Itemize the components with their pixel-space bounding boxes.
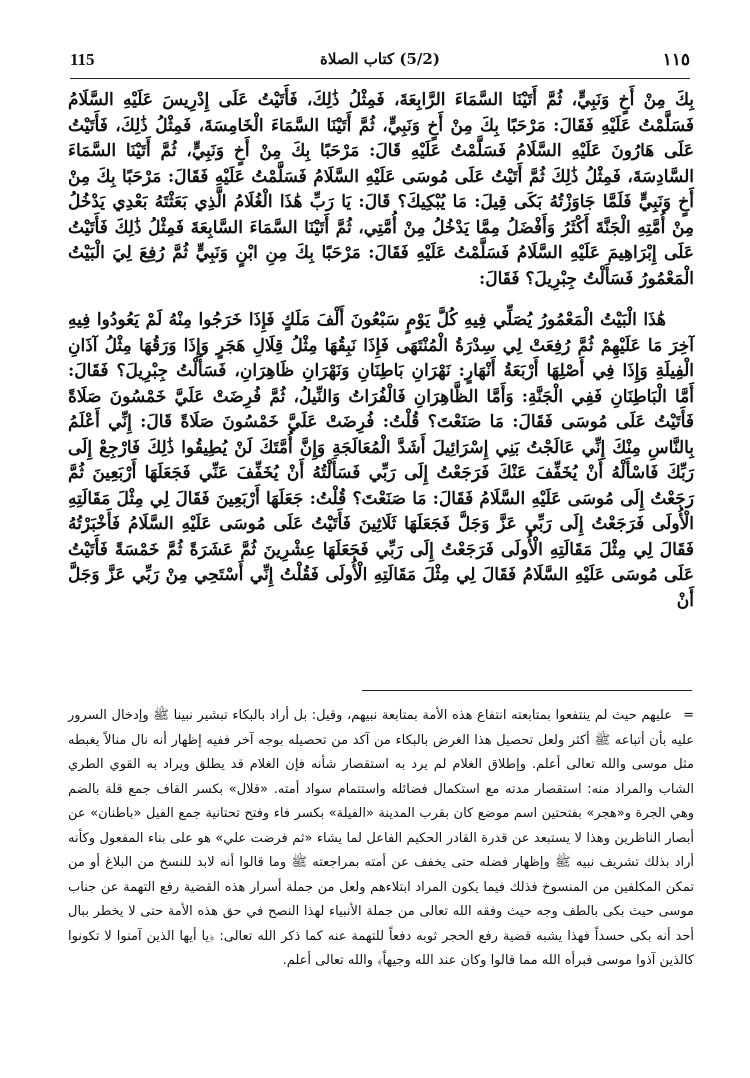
page-number-latin: 115	[70, 50, 95, 69]
hadith-text	[68, 88, 694, 614]
footnote-paragraph	[68, 704, 694, 974]
page-header	[70, 44, 690, 74]
page-number-arabic: ١١٥	[662, 50, 690, 70]
footnote-divider	[362, 690, 692, 691]
footnote-text: عليهم حيث لم ينتفعوا بمتابعته انتفاع هذه الأمة بمتابعة نبيهم، وقيل: بل أراد بالبكاء تبشير نبينا ﷺ وإدخال السرور عليه بأن أتباعه ﷺ أكثر ولعل تحصيل هذا الغرض بالبكاء من آكد من تحصيله بوجه آخر ففيه إظهار أنه نال منالاً يغبطه مثل موسى والله تعالى أعلم. وإطلاق الغلام لم يرد به استقصار شأنه فإن الغلام قد يطلق ويراد به القوي الطري الشاب والمراد منه: استقصار مدته مع استكمال فضائله واستتمام سواد أمته. «قلال» بكسر القاف جمع قلة بالضم وهي الجرة و«هجر» بفتحتين اسم موضع كان بقرب المدينة «الفيلة» بكسر فاء وفتح تحتانية جمع الفيل «باطنان» عن أبصار الناظرين وهذا لا يستبعد عن قدرة القادر الحكيم الفاعل لما يشاء «ثم فرضت علي» هو على بناء المفعول وكأنه أراد بذلك تشريف نبيه ﷺ وإظهار فضله حتى يخفف عن أمته بمراجعته ﷺ وما قالوا أنه لابد للنسخ من البلاغ أو من تمكن المكلفين من المنسوخ فذلك فيما يكون المراد ابتلاءهم ولعل من جملة أسرار هذه القضية رفع التهمة عن جناب موسى حيث بكى بالطف وجه حيث وفقه الله تعالى من جملة الأنبياء لهذا النصح في حق هذه الأمة حتى لا يخطر ببال أحد أنه بكى حسداً فهذا يشبه قضية رفع الحجر ثوبه دفعاً للتهمة عنه كما ذكر الله تعالى: ﴿يا أيها الذين آمنوا لا تكونوا كالذين آذوا موسى فبرأه الله مما قالوا وكان عند الله وجيهاً﴾ والله تعالى أعلم.	[68, 708, 694, 968]
footnote	[68, 704, 694, 974]
header-divider	[70, 78, 690, 79]
footnote-marker: =	[683, 708, 694, 723]
paragraph-2: هَٰذَا الْبَيْتُ الْمَعْمُورُ يُصَلِّي فِيهِ كُلَّ يَوْمٍ سَبْعُونَ أَلْفَ مَلَكٍ فَإِذَا خَرَجُوا مِنْهُ لَمْ يَعُودُوا فِيهِ آخِرَ مَا عَلَيْهِمْ ثُمَّ رُفِعَتْ لِي سِدْرَةُ الْمُنْتَهَى فَإِذَا نَبِقُهَا مِثْلُ قِلَالِ هَجَرٍ وَإِذَا وَرَقُهَا مِثْلُ آذَانِ الْفِيلَةِ وَإِذَا فِي أَصْلِهَا أَرْبَعَةُ أَنْهَارٍ: نَهْرَانِ بَاطِنَانِ وَنَهْرَانِ ظَاهِرَانِ، فَسَأَلْتُ جِبْرِيلَ؟ فَقَالَ: أَمَّا الْبَاطِنَانِ فَفِي الْجَنَّةِ: وَأَمَّا الظَّاهِرَانِ فَالْفُرَاتُ وَالنِّيلُ، ثُمَّ فُرِضَتْ عَلَيَّ خَمْسُونَ صَلَاةً فَأَتَيْتُ عَلَى مُوسَى فَقَالَ: مَا صَنَعْتَ؟ قُلْتُ: فُرِضَتْ عَلَيَّ خَمْسُونَ صَلَاةً قَالَ: إِنِّي أَعْلَمُ بِالنَّاسِ مِنْكَ إِنِّي عَالَجْتُ بَنِي إِسْرَائِيلَ أَشَدَّ الْمُعَالَجَةِ وَإِنَّ أُمَّتَكَ لَنْ يُطِيقُوا ذَٰلِكَ فَارْجِعْ إِلَى رَبِّكَ فَاسْأَلْهُ أَنْ يُخَفِّفَ عَنْكَ فَرَجَعْتُ إِلَى رَبِّي فَسَأَلْتُهُ أَنْ يُخَفِّفَ عَنِّي فَجَعَلَهَا أَرْبَعِينَ ثُمَّ رَجَعْتُ إِلَى مُوسَى عَلَيْهِ السَّلَامُ فَقَالَ: مَا صَنَعْتَ؟ قُلْتُ: جَعَلَهَا أَرْبَعِينَ فَقَالَ لِي مِثْلَ مَقَالَتِهِ الْأُولَى فَرَجَعْتُ إِلَى رَبِّي عَزَّ وَجَلَّ فَجَعَلَهَا ثَلَاثِينَ فَأَتَيْتُ عَلَى مُوسَى عَلَيْهِ السَّلَامُ فَأَخْبَرْتُهُ فَقَالَ لِي مِثْلَ مَقَالَتِهِ الْأُولَى فَرَجَعْتُ إِلَى رَبِّي فَجَعَلَهَا عِشْرِينَ ثُمَّ عَشَرَةً ثُمَّ خَمْسَةً فَأَتَيْتُ عَلَى مُوسَى عَلَيْهِ السَّلَامُ فَقَالَ لِي مِثْلَ مَقَالَتِهِ الْأُولَى فَقُلْتُ إِنِّي أَسْتَحِي مِنْ رَبِّي عَزَّ وَجَلَّ أَنْ	[68, 310, 694, 611]
paragraph-1: بِكَ مِنْ أَخٍ وَنَبِيٍّ، ثُمَّ أَتَيْنَا السَّمَاءَ الرَّابِعَةَ، فَمِثْلُ ذَٰلِكَ، فَأَتَيْتُ عَلَى إِدْرِيسَ عَلَيْهِ السَّلَامُ فَسَلَّمْتُ عَلَيْهِ فَقَالَ: مَرْحَبًا بِكَ مِنْ أَخٍ وَنَبِيٍّ، ثُمَّ أَتَيْنَا السَّمَاءَ الْخَامِسَةَ، فَمِثْلُ ذَٰلِكَ، فَأَتَيْتُ عَلَى هَارُونَ عَلَيْهِ السَّلَامُ فَسَلَّمْتُ عَلَيْهِ قَالَ: مَرْحَبًا بِكَ مِنْ أَخٍ وَنَبِيٍّ، ثُمَّ أَتَيْنَا السَّمَاءَ السَّادِسَةَ، فَمِثْلُ ذَٰلِكَ ثُمَّ أَتَيْتُ عَلَى مُوسَى عَلَيْهِ السَّلَامُ فَسَلَّمْتُ عَلَيْهِ فَقَالَ: مَرْحَبًا بِكَ مِنْ أَخٍ وَنَبِيٍّ فَلَمَّا جَاوَزْتُهُ بَكَى قِيلَ: مَا يُبْكِيكَ؟ قَالَ: يَا رَبِّ هَٰذَا الْغُلَامُ الَّذِي بَعَثْتَهُ بَعْدِي يَدْخُلُ مِنْ أُمَّتِهِ الْجَنَّةَ أَكْثَرُ وَأَفْضَلُ مِمَّا يَدْخُلُ مِنْ أُمَّتِي، ثُمَّ أَتَيْنَا السَّمَاءَ السَّابِعَةَ فَمِثْلُ ذَٰلِكَ فَأَتَيْتُ عَلَى إِبْرَاهِيمَ عَلَيْهِ السَّلَامُ فَسَلَّمْتُ عَلَيْهِ فَقَالَ: مَرْحَبًا بِكَ مِنِ ابْنٍ وَنَبِيٍّ ثُمَّ رُفِعَ لِيَ الْبَيْتُ الْمَعْمُورُ فَسَأَلْتُ جِبْرِيلَ؟ فَقَالَ:	[68, 90, 694, 289]
running-title: (5/2) كتاب الصلاة	[320, 50, 440, 68]
